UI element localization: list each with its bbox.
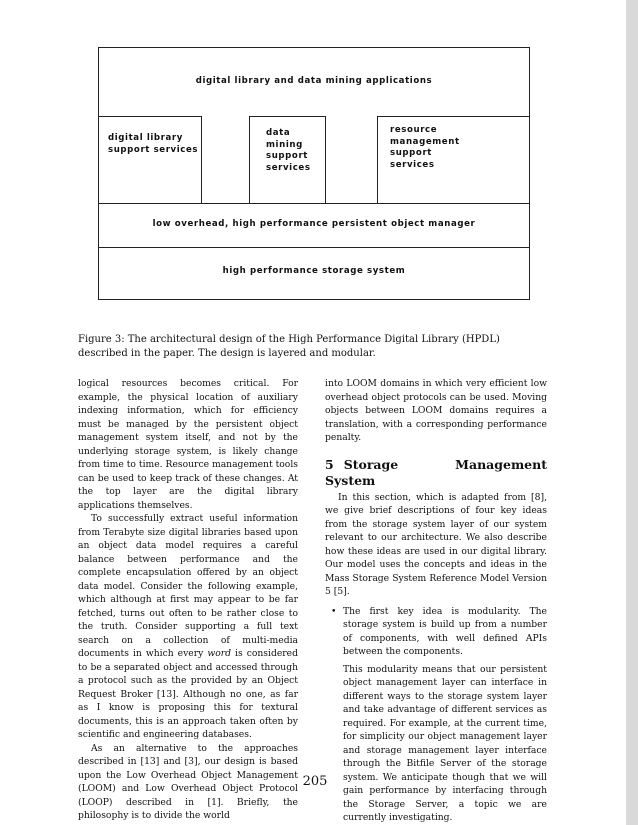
paragraph: logical resources becomes critical. For example, the physical location of auxiliary indexing information, which for efficiency must be managed by the persistent object management system itself, and not by the underlying storage system, is likely change from time to time. Resource management tools can be used to keep track of these changes. At the top layer are the digital library applications themselves.: [78, 378, 298, 511]
bullet-list: [325, 605, 547, 825]
paragraph: To successfully extract useful information from Terabyte size digital libraries based upon an object data model requires a careful balance between performance and the complete encapsulation offered by an object data model. Consider the following example, which although at first may appear to be far fetched, turns out often to be rather close to the truth. Consider supporting a full text search on a collection of multi-media documents in which every word is considered to be a separated object and accessed through a protocol such as the provided by an Object Request Broker [13]. Although no one, as far as I know is proposing this for textural documents, this is an approach taken often by scientific and engineering databases.: [78, 513, 298, 740]
storage-label: high performance storage system: [222, 266, 406, 276]
rm-support-label: resource management support services: [390, 125, 460, 170]
list-item: • The first key idea is modularity. The storage system is build up from a number of components, with well defined APIs between the components. This modularity means that our persistent object management layer can interface in different ways to the storage system layer and take advantage of different services as required. For example, at the current time, for simplicity our object management layer and storage management layer interface through the Bitfile Server of the storage system. We anticipate though that we will gain performance by interfacing through the Storage Server, a topic we are currently investigating.: [331, 605, 547, 823]
bullet-icon: •: [331, 605, 337, 617]
dm-support-label: data mining support services: [266, 128, 311, 173]
architecture-diagram: [0, 0, 626, 300]
paragraph: As an alternative to the approaches described in [13] and [3], our design is based upon the Low Overhead Object Management (LOOM) and Low Overhead Object Protocol (LOOP) described in [1]. Briefly, the philosophy is to divide the world: [78, 742, 298, 821]
top-layer-label: digital library and data mining applications: [195, 76, 433, 86]
page-edge: [626, 0, 638, 825]
page-number: 205: [302, 774, 328, 789]
left-column: [78, 377, 298, 823]
section-heading: 5 Storage Management System: [325, 456, 547, 488]
paragraph: into LOOM domains in which very efficient low overhead object protocols can be used. Moving objects between LOOM domains requires a translation, with a corresponding performance penalty.: [325, 378, 547, 443]
right-column: [325, 377, 547, 825]
object-manager-label: low overhead, high performance persistent object manager: [152, 219, 476, 229]
dl-support-label: digital library support services: [108, 133, 199, 155]
figure-caption: Figure 3: The architectural design of the High Performance Digital Library (HPDL) described in the paper. The design is layered and modular.: [78, 334, 500, 359]
dl-support-box: [98, 116, 202, 204]
paragraph: In this section, which is adapted from [8], we give brief descriptions of four key ideas from the storage system layer of our system relevant to our architecture. We also describe how these ideas are used in our digital library. Our model uses the concepts and ideas in the Mass Storage System Reference Model Version 5 [5].: [325, 491, 547, 597]
